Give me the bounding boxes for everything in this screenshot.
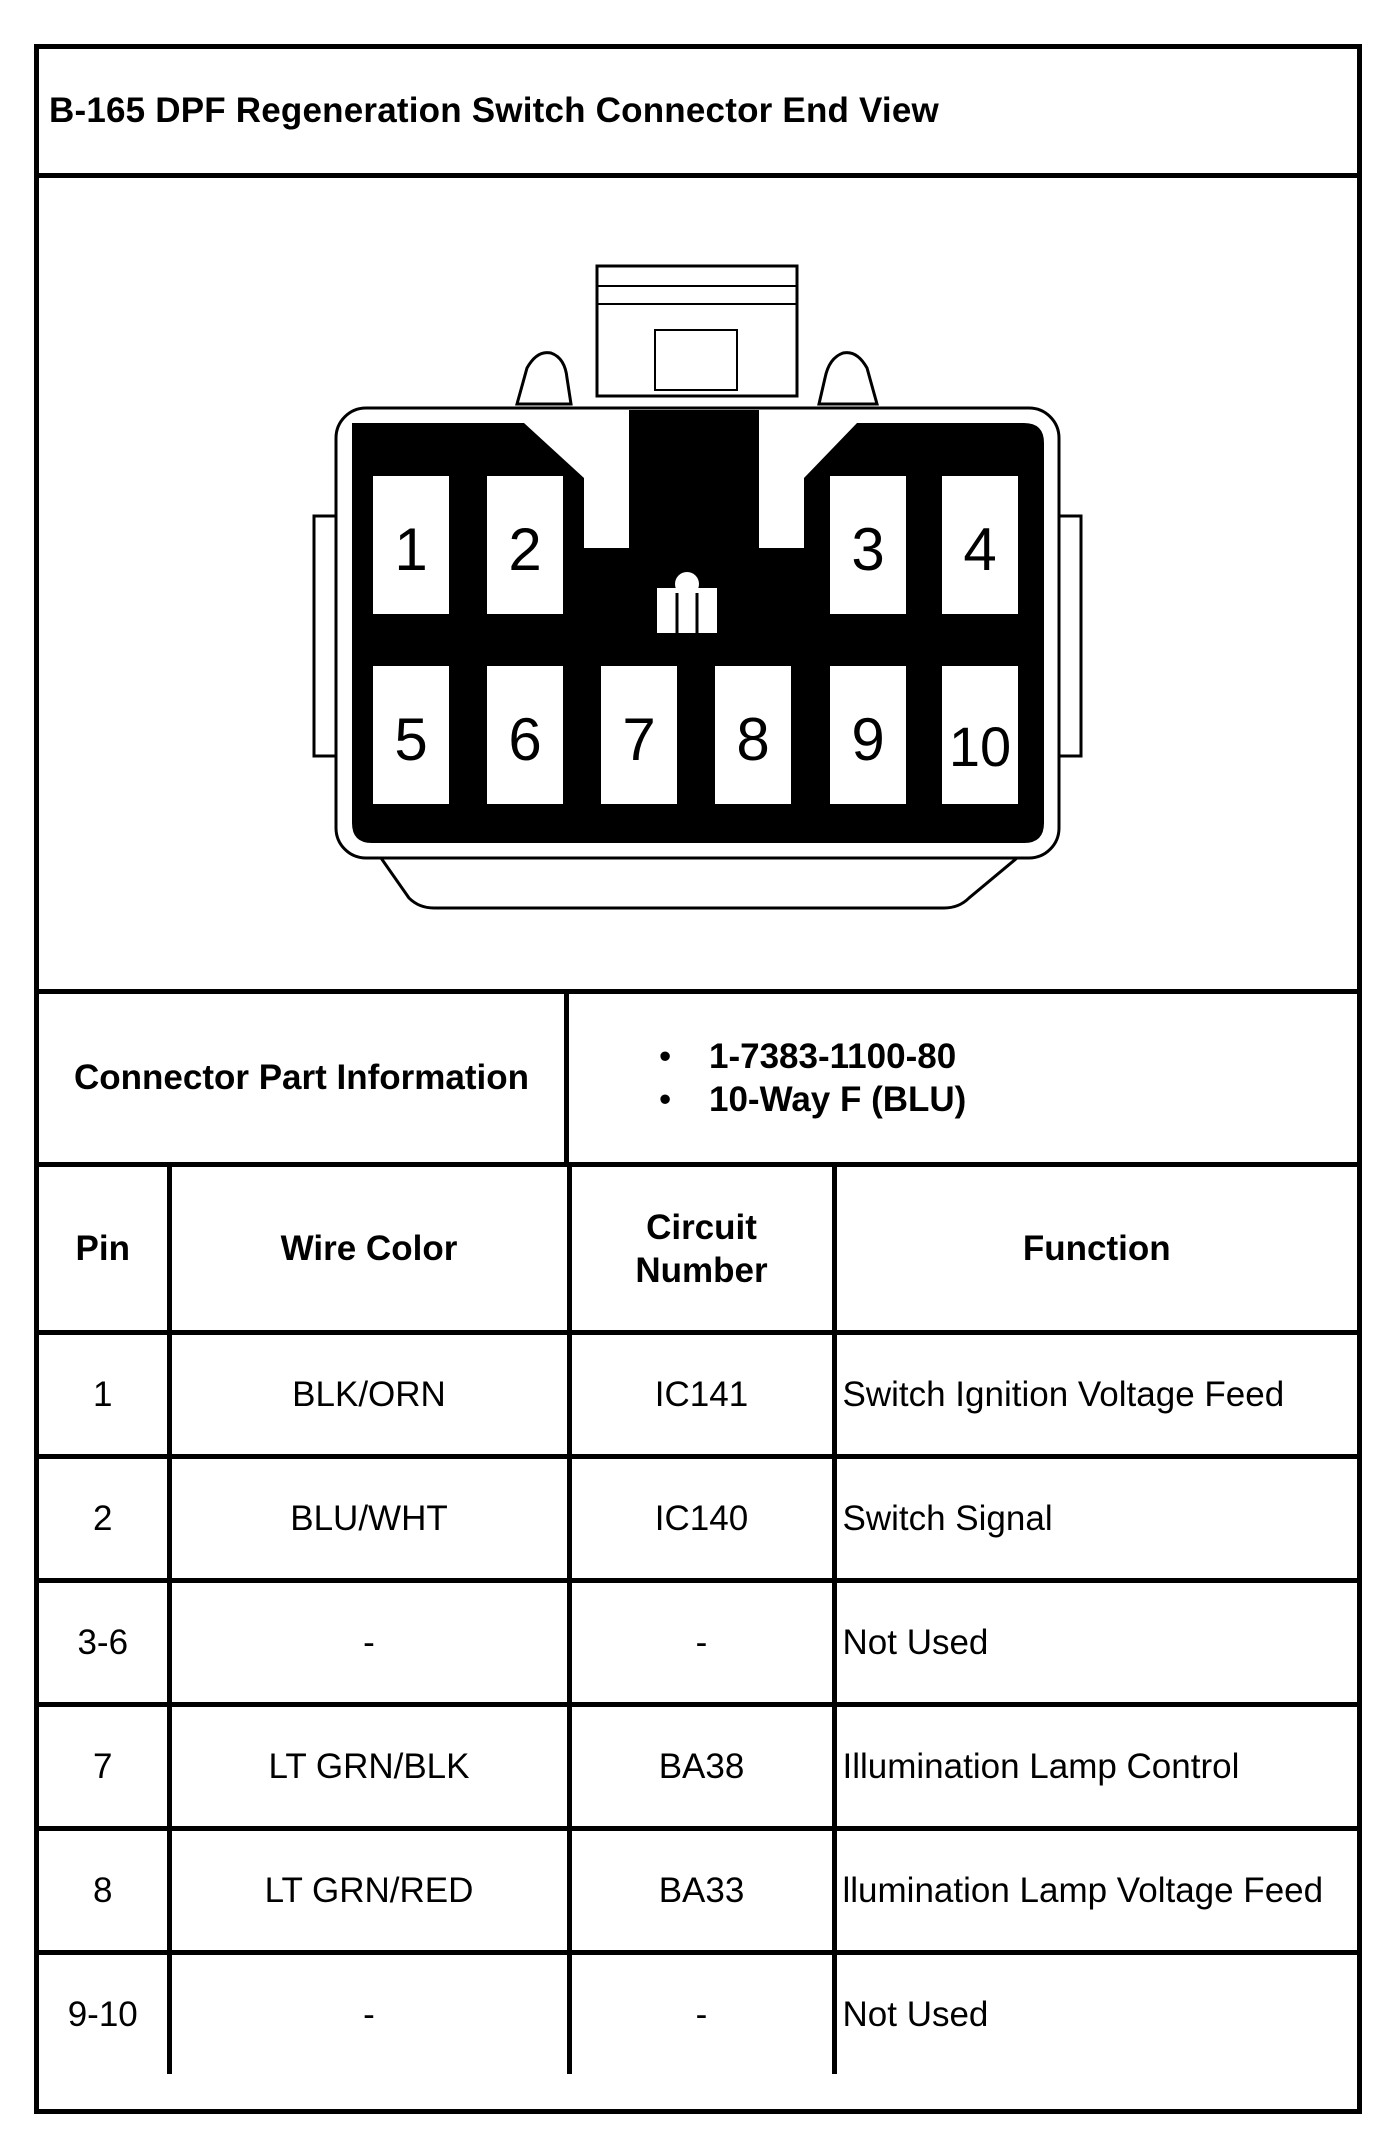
cell-wire-color: - <box>169 1953 569 2075</box>
pin-label: 6 <box>508 706 542 773</box>
connector-left-side-tab <box>314 516 338 756</box>
connector-part-info-row <box>39 994 1357 1167</box>
cell-pin: 2 <box>39 1457 169 1581</box>
table-row <box>39 1581 1357 1705</box>
pin-label: 4 <box>963 516 997 583</box>
cell-circuit: BA38 <box>569 1705 834 1829</box>
pin-label: 3 <box>851 516 885 583</box>
pin-label: 8 <box>736 706 770 773</box>
cell-wire-color: - <box>169 1581 569 1705</box>
pin-cavity-10 <box>941 665 1019 805</box>
pin-cavity-7 <box>600 665 678 805</box>
cell-pin: 7 <box>39 1705 169 1829</box>
page-title: B-165 DPF Regeneration Switch Connector End View <box>49 91 939 130</box>
header-circuit-line2: Number <box>635 1250 768 1290</box>
part-info-values <box>569 994 1357 1162</box>
part-description-item <box>659 1078 1357 1121</box>
table-row <box>39 1953 1357 2075</box>
pin-label: 7 <box>622 706 656 773</box>
part-number: 1-7383-1100-80 <box>709 1037 957 1076</box>
cell-pin: 3-6 <box>39 1581 169 1705</box>
pin-label: 1 <box>394 516 428 583</box>
cell-wire-color: LT GRN/BLK <box>169 1705 569 1829</box>
cell-function: Not Used <box>834 1953 1357 2075</box>
part-info-label: Connector Part Information <box>73 1058 530 1097</box>
table-row <box>39 1829 1357 1953</box>
header-wire-color: Wire Color <box>169 1167 569 1333</box>
pin-label: 5 <box>394 706 428 773</box>
pin-cavity-2 <box>486 475 564 615</box>
cell-function: Illumination Lamp Control <box>834 1705 1357 1829</box>
cell-function: Switch Signal <box>834 1457 1357 1581</box>
pin-label: 9 <box>851 706 885 773</box>
connector-end-view-diagram <box>39 178 1357 989</box>
cell-circuit: - <box>569 1581 834 1705</box>
pin-table <box>39 1167 1357 2074</box>
table-row <box>39 1705 1357 1829</box>
part-description: 10-Way F (BLU) <box>709 1080 967 1119</box>
pin-table-header <box>39 1167 1357 1333</box>
cell-circuit: BA33 <box>569 1829 834 1953</box>
connector-right-side-tab <box>1057 516 1081 756</box>
connector-info-sheet <box>34 44 1362 2114</box>
connector-left-hook <box>517 353 571 404</box>
cell-function: Not Used <box>834 1581 1357 1705</box>
header-circuit-number <box>569 1167 834 1333</box>
pin-label: 10 <box>948 715 1012 778</box>
header-pin: Pin <box>39 1167 169 1333</box>
table-row <box>39 1333 1357 1457</box>
pin-cavity-3 <box>829 475 907 615</box>
cell-pin: 1 <box>39 1333 169 1457</box>
cell-function: Switch Ignition Voltage Feed <box>834 1333 1357 1457</box>
connector-diagram-row <box>39 178 1357 994</box>
pin-label: 2 <box>508 516 542 583</box>
pin-cavity-4 <box>941 475 1019 615</box>
cell-wire-color: BLK/ORN <box>169 1333 569 1457</box>
header-circuit-line1: Circuit <box>646 1207 757 1247</box>
cell-pin: 9-10 <box>39 1953 169 2075</box>
connector-right-hook <box>819 353 877 404</box>
title-row <box>39 49 1357 178</box>
cell-pin: 8 <box>39 1829 169 1953</box>
cell-circuit: IC140 <box>569 1457 834 1581</box>
cell-circuit: - <box>569 1953 834 2075</box>
table-row <box>39 1457 1357 1581</box>
part-number-item <box>659 1035 1357 1078</box>
bullet-icon: • <box>659 1037 672 1076</box>
cell-wire-color: LT GRN/RED <box>169 1829 569 1953</box>
pin-cavity-8 <box>714 665 792 805</box>
pin-cavity-9 <box>829 665 907 805</box>
header-function: Function <box>834 1167 1357 1333</box>
part-info-label-cell <box>39 994 569 1162</box>
bullet-icon: • <box>659 1080 672 1119</box>
cell-circuit: IC141 <box>569 1333 834 1457</box>
cell-function: llumination Lamp Voltage Feed <box>834 1829 1357 1953</box>
pin-cavity-5 <box>372 665 450 805</box>
pin-cavity-6 <box>486 665 564 805</box>
cell-wire-color: BLU/WHT <box>169 1457 569 1581</box>
pin-cavity-1 <box>372 475 450 615</box>
